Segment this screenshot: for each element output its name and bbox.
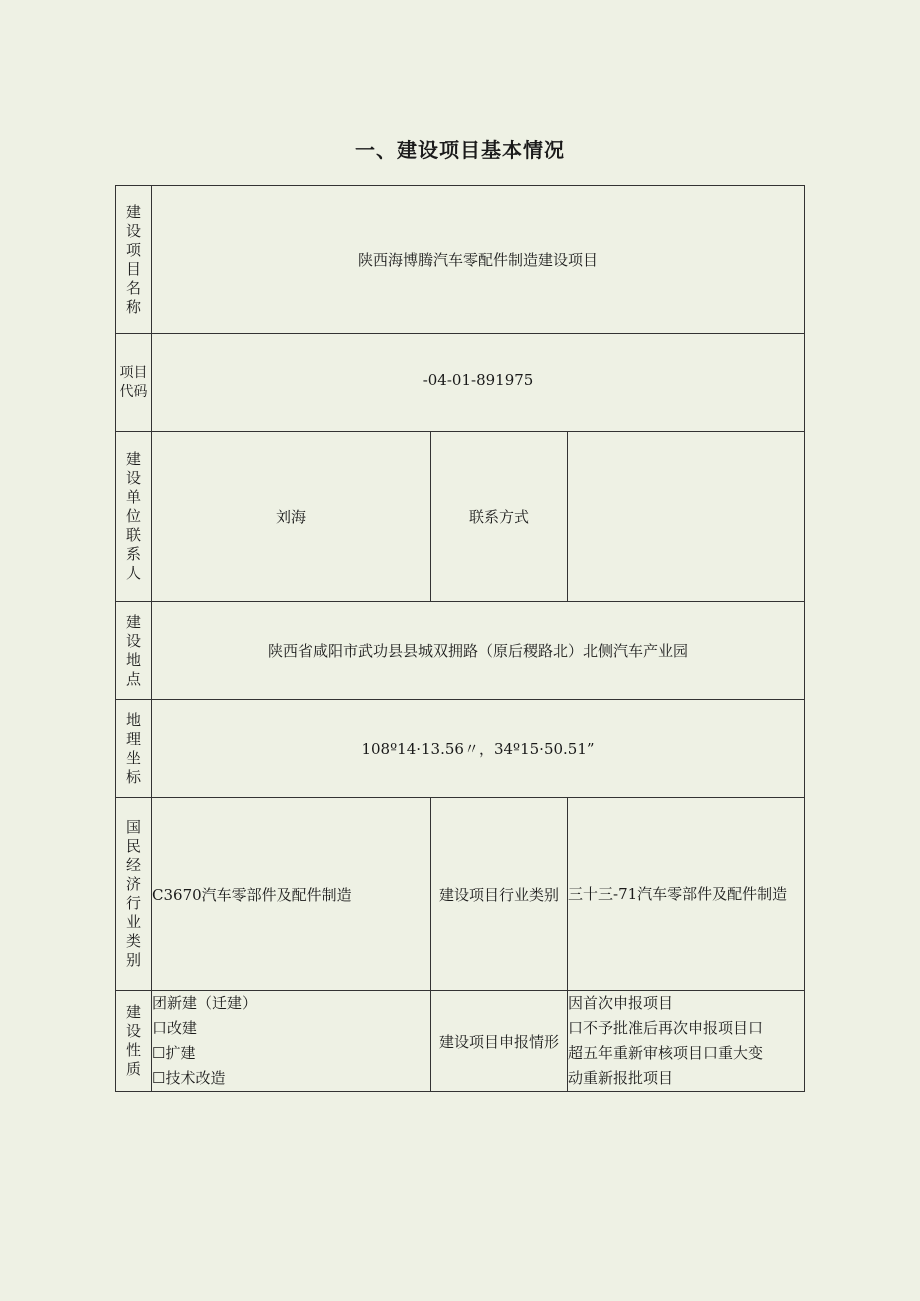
project-info-table: [115, 185, 805, 1092]
nature-option: ☐技术改造: [152, 1069, 226, 1087]
contact-method-label: 联系方式: [431, 432, 568, 602]
contact-label: 建设单位联系人: [116, 432, 152, 602]
row-industry: [116, 798, 805, 991]
coordinates-value: 108º14·13.56〃，34º15·50.51”: [152, 700, 805, 798]
industry-category-label: 建设项目行业类别: [431, 798, 568, 991]
row-coordinates: [116, 700, 805, 798]
industry-value: C3670汽车零部件及配件制造: [152, 798, 431, 991]
nature-option: 团新建（迁建）: [152, 994, 258, 1012]
industry-category-value: 三十三-71汽车零部件及配件制造: [568, 798, 805, 991]
nature-options: [152, 991, 431, 1092]
contact-method-value: [568, 432, 805, 602]
project-code-value: -04-01-891975: [152, 334, 805, 432]
location-label: 建设地点: [116, 602, 152, 700]
page-title: 一、建设项目基本情况: [355, 138, 565, 162]
coordinates-label: 地理坐标: [116, 700, 152, 798]
filing-situation-label: 建设项目申报情形: [431, 991, 568, 1092]
row-project-name: [116, 186, 805, 334]
industry-label: 国民经济行业类别: [116, 798, 152, 991]
row-project-code: [116, 334, 805, 432]
filing-line: 动重新报批项目: [568, 1069, 674, 1087]
contact-value: 刘海: [152, 432, 431, 602]
project-name-value: 陕西海博腾汽车零配件制造建设项目: [152, 186, 805, 334]
filing-line: 超五年重新审核项目口重大变: [568, 1044, 764, 1062]
location-value: 陕西省咸阳市武功县县城双拥路（原后稷路北）北侧汽车产业园: [152, 602, 805, 700]
row-nature: [116, 991, 805, 1092]
nature-option: ☐扩建: [152, 1044, 196, 1062]
row-contact: [116, 432, 805, 602]
row-location: [116, 602, 805, 700]
nature-label: 建设性质: [116, 991, 152, 1092]
filing-situation-value: [568, 991, 805, 1092]
filing-line: 口不予批准后再次申报项目口: [568, 1019, 764, 1037]
project-name-label: 建设项目名称: [116, 186, 152, 334]
filing-line: 因首次申报项目: [568, 994, 674, 1012]
project-code-label: 项目代码: [116, 334, 152, 432]
nature-option: 口改建: [152, 1019, 198, 1037]
